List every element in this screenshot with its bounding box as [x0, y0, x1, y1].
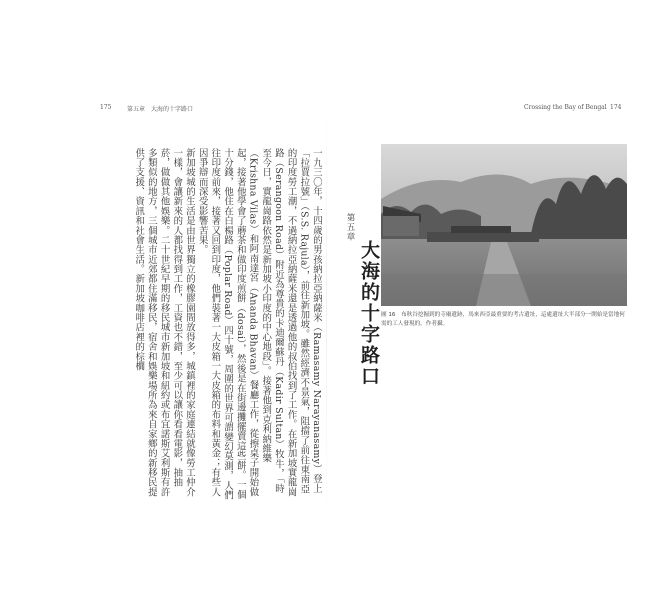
- figure-photo: [381, 144, 627, 306]
- left-page-number: 175: [100, 104, 112, 111]
- body-paragraph: 一九三〇年，十四歲的男孩納拉亞納薩米（Ramasamy Narayanasamy）登上「拉賈拉號」（S.S. Rajula），前往新加坡。雖然經濟不景氣，阻擋了前往東南亞的印度勞工潮，不過納拉亞納薩米還是透過他的叔伯找到了工作。在新加坡實龍崗路（Serangoon Road）附近為尊貴的卡迪爾蘇丹（Kadir Sultan）牧牛，「時至今日，實龍崗路依然是新加坡小印度的中心地段」。接著他到克利納維樂（Krishna Vilas）和阿南達宮（Ananda Bhavan）餐廳工作，從擦桌子開始做起，接著他學會了蘑茶和做印度煎餅（dosai），然後是在街邊攤擺賣這些餅。一個十分錢，他住在白楊路（Poplar Road）四十號，周圍的世界可謂變幻莫測，人們往印度前來，接著又回到印度，他們裝著一大皮箱一大皮箱的布料和黃金；有些人因爭辯而深受影響苦果。: [196, 148, 322, 500]
- page-gutter: [326, 96, 327, 526]
- ruin-platform-top: [451, 226, 511, 233]
- right-page-number: 174: [610, 104, 622, 111]
- left-running-title: 第五章 大海的十字路口: [127, 106, 194, 113]
- chapter-title: 大海的十字路口: [358, 240, 380, 387]
- right-running-title: Crossing the Bay of Bengal: [524, 104, 607, 111]
- figure-caption: 圖 16 布秋谷挖掘到的寺廟遺跡，馬來西亞最重要的考古遺址，這處遺址大半部分一開始是當地何需的工人發現的，作者攝。: [381, 312, 625, 327]
- body-paragraph: 新加坡城的生活是由世界獨立的橡膠園間放得多，城鎮裡的家庭連結就像勞工仲介一樣，會讓新來的人都找得到工作，工資也不錯，至少可以讓你看看電影，抽抽菸，做做其他娛樂。二十世紀早期的移民城市新加坡和紐約或布宜諾斯艾利斯有許多類似的地方，三個城市近郊都住滿移民，宿舍和娛樂場所為來自家鄉的新移民提供了支援、資訊和社會生活。新加坡咖啡店裡的棕櫚: [133, 148, 195, 497]
- chapter-label: 第五章: [345, 213, 355, 242]
- chapter-body-text: [103, 148, 322, 500]
- building: [383, 216, 419, 236]
- ground-texture: [381, 274, 627, 306]
- ruin-platform: [427, 232, 539, 242]
